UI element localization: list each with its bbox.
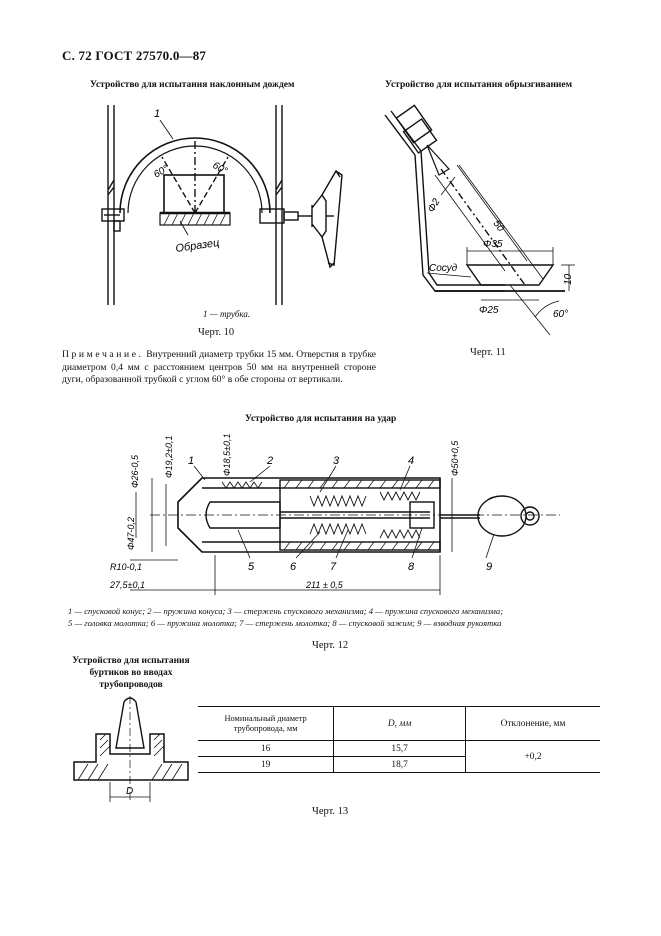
- fig13-title-line1: Устройство для испытания: [72, 656, 190, 666]
- table-cell-nominal: 19: [260, 759, 271, 770]
- fig11-d25: Φ25: [479, 305, 499, 316]
- fig13-drawing: [70, 692, 195, 810]
- table-header-deviation: Отклонение, мм: [500, 718, 566, 729]
- table-cell-d: 15,7: [334, 741, 466, 757]
- fig12-dim-r10: R10-0,1: [110, 562, 143, 572]
- fig13-dim-d: D: [126, 786, 134, 797]
- fig10-sample-label: Образец: [174, 236, 221, 255]
- fig12-dim-l275: 27,5±0,1: [110, 580, 145, 590]
- fig12-dim-d50: Φ50+0,5: [450, 440, 460, 476]
- fig11-title: Устройство для испытания обрызгиванием: [385, 80, 573, 90]
- fig12-dim-l211: 211 ± 0,5: [306, 580, 343, 590]
- fig13-caption: Черт. 13: [312, 806, 349, 817]
- fig11-vessel: Сосуд: [429, 263, 458, 274]
- fig12-callout-1: 1: [188, 455, 195, 467]
- fig12-callout-5: 5: [248, 561, 255, 573]
- fig12-legend-line2: 5 — головка молотка; 6 — пружина молотка; 7 — стержень молотка; 8 — спусковой зажим; 9 — взводная рукоятка: [68, 618, 502, 628]
- table-cell-d: 18,7: [334, 757, 466, 773]
- fig13-title-line3: трубопроводов: [99, 680, 163, 690]
- fig12-drawing: [110, 430, 570, 602]
- fig13-title: [66, 655, 196, 691]
- fig12-callout-2: 2: [267, 455, 274, 467]
- fig12-callout-3: 3: [333, 455, 340, 467]
- note-paragraph: [62, 349, 376, 387]
- page-header: С. 72 ГОСТ 27570.0—87: [62, 48, 207, 63]
- table-cell-nominal: 16: [260, 743, 271, 754]
- fig12-dim-d26: Φ26-0,5: [130, 454, 140, 488]
- table-header-d: D, мм: [334, 707, 466, 741]
- fig11-caption: Черт. 11: [470, 347, 506, 358]
- fig12-callout-9: 9: [486, 561, 493, 573]
- fig13-table-wrap: [198, 706, 600, 773]
- fig12-callout-8: 8: [408, 561, 415, 573]
- fig12-dim-d185: Φ18,5±0,1: [222, 433, 232, 476]
- fig12-callout-6: 6: [290, 561, 297, 573]
- fig12-callout-7: 7: [330, 561, 337, 573]
- table-header-row: [198, 707, 600, 741]
- fig12-dim-d47: Φ47-0,2: [126, 516, 136, 550]
- fig10-title: Устройство для испытания наклонным дождем: [90, 80, 295, 90]
- fig11-d35: Φ35: [483, 239, 503, 250]
- fig10-callout-1: 1: [154, 108, 161, 120]
- table-row: [198, 741, 600, 757]
- fig13-table: [198, 706, 600, 773]
- note-text: Внутренний диаметр трубки 15 мм. Отверстия в трубке диаметром 0,4 мм с расстоянием центров 50 мм на внутренней стороне дуги, образованной трубкой с углом 60° в обе стороны от вертикали.: [62, 349, 376, 386]
- table-header-nominal: Номинальный диаметр трубопровода, мм: [224, 713, 307, 733]
- fig10-angle-left: 60°: [152, 163, 171, 181]
- fig10-angle-right: 60°: [210, 160, 230, 178]
- fig12-title: Устройство для испытания на удар: [245, 414, 397, 424]
- fig11-len: 50: [490, 218, 506, 234]
- fig10-drawing: [90, 95, 350, 310]
- fig12-caption: Черт. 12: [312, 640, 349, 651]
- fig11-d2: Φ2: [426, 196, 443, 215]
- note-prefix: Примечание.: [62, 349, 144, 360]
- table-cell-deviation: +0,2: [466, 741, 600, 773]
- fig11-drawing: [375, 95, 595, 340]
- fig12-legend-line1: 1 — спусковой конус; 2 — пружина конуса; 3 — стержень спускового механизма; 4 — пружина спускового механизма;: [68, 606, 504, 616]
- fig12-callout-4: 4: [408, 455, 415, 467]
- fig10-caption: Черт. 10: [198, 327, 235, 338]
- fig12-dim-d19: Φ19,2±0,1: [164, 435, 174, 478]
- fig11-angle: 60°: [553, 309, 569, 320]
- fig12-legend: [68, 605, 598, 629]
- fig10-legend: 1 — трубка.: [203, 309, 251, 319]
- fig11-h10: 10: [563, 273, 574, 285]
- fig13-title-line2: буртиков во вводах: [89, 668, 173, 678]
